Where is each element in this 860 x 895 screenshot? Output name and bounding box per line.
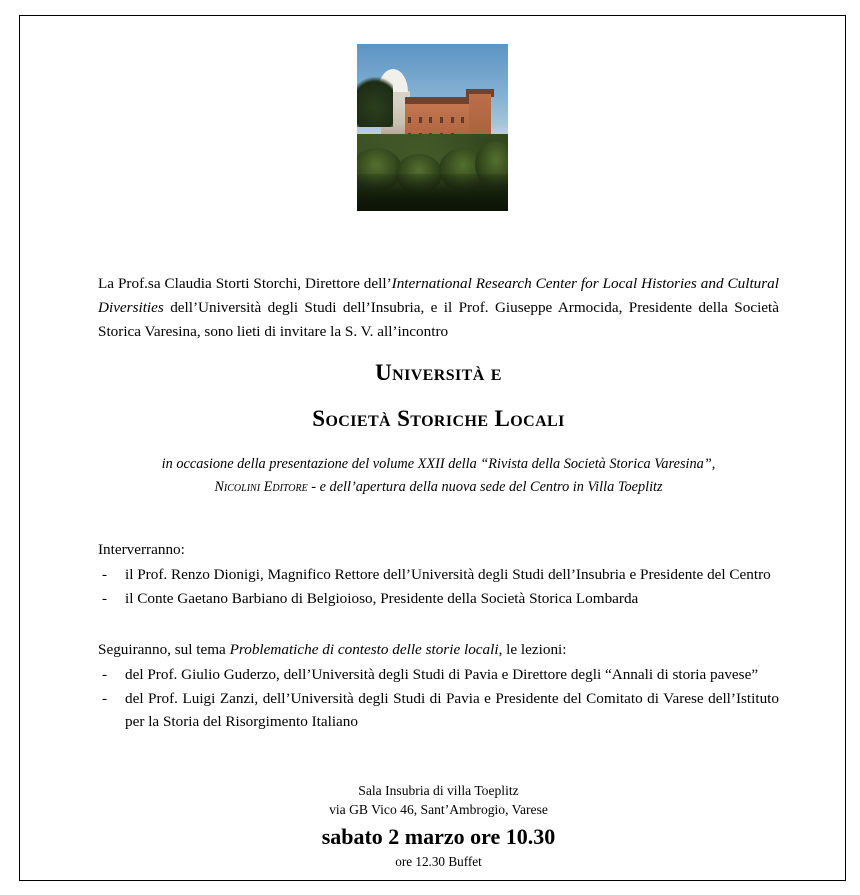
- photo-canvas: [357, 44, 508, 211]
- venue-name: Sala Insubria di villa Toeplitz: [358, 783, 519, 798]
- dash-marker: -: [102, 590, 108, 607]
- dash-marker: -: [102, 690, 108, 707]
- lectures-lead-part2: , le lezioni:: [498, 641, 567, 658]
- photo-left-tree: [357, 77, 393, 127]
- photo-window: [408, 117, 411, 123]
- intro-center-name: International Research Center for Local Histories and Cultural Diversities: [98, 275, 779, 317]
- event-date-time: sabato 2 marzo ore 10.30: [321, 824, 556, 849]
- intro-text-part2: dell’Università degli Studi dell’Insubria, e il Prof. Giuseppe Armocida, Presidente della Società Storica Varesina, sono lieti di invitare la S. V. all’incontro: [98, 299, 779, 341]
- list-item-text: del Prof. Giulio Guderzo, dell’Università degli Studi di Pavia e Direttore degli “Annali di storia pavese”: [125, 666, 759, 683]
- list-item: [98, 687, 779, 733]
- speakers-list: [98, 563, 779, 610]
- subtitle-line-2-rest: - e dell’apertura della nuova sede del Centro in Villa Toeplitz: [307, 479, 663, 495]
- intro-paragraph: [98, 272, 779, 344]
- list-item: [98, 587, 779, 610]
- dash-marker: -: [102, 566, 108, 583]
- lectures-section: [98, 638, 779, 734]
- subtitle-line-1: in occasione della presentazione del volume XXII della “Rivista della Società Storica Varesina”,: [161, 456, 716, 472]
- dash-marker: -: [102, 666, 108, 683]
- subtitle-line-2: [98, 476, 779, 499]
- venue-address: via GB Vico 46, Sant’Ambrogio, Varese: [329, 802, 548, 817]
- list-item-text: del Prof. Luigi Zanzi, dell’Università degli Studi di Pavia e Presidente del Comitato di Varese dell’Istituto per la Storia del Risorgimento Italiano: [125, 690, 779, 730]
- photo-foreground-shadow: [357, 174, 508, 211]
- photo-window: [440, 117, 443, 123]
- title-line-2: Società Storiche Locali: [312, 406, 565, 431]
- photo-window: [451, 117, 454, 123]
- list-item: [98, 663, 779, 686]
- list-item-text: il Conte Gaetano Barbiano di Belgioioso, Presidente della Società Storica Lombarda: [125, 590, 639, 607]
- speakers-lead: Interverranno:: [98, 541, 185, 558]
- publisher-name: Nicolini Editore: [214, 479, 308, 495]
- photo-window: [419, 117, 422, 123]
- photo-window: [429, 117, 432, 123]
- lectures-theme: Problematiche di contesto delle storie locali: [229, 641, 499, 658]
- subtitle: [98, 453, 779, 499]
- speakers-section: [98, 538, 779, 611]
- buffet-note: ore 12.30 Buffet: [395, 854, 482, 869]
- list-item-text: il Prof. Renzo Dionigi, Magnifico Rettore dell’Università degli Studi dell’Insubria e Presidente del Centro: [125, 566, 771, 583]
- title-line-1: Università e: [375, 360, 502, 385]
- photo-window: [461, 117, 464, 123]
- lectures-lead: [98, 638, 779, 661]
- lectures-lead-part1: Seguiranno, sul tema: [98, 641, 230, 658]
- villa-toeplitz-photo: [357, 44, 508, 211]
- page-title: [98, 358, 779, 434]
- invitation-page: [19, 15, 846, 881]
- list-item: [98, 563, 779, 586]
- lectures-list: [98, 663, 779, 733]
- intro-text-part1: La Prof.sa Claudia Storti Storchi, Direttore dell’: [98, 275, 392, 293]
- event-details-footer: [98, 781, 779, 871]
